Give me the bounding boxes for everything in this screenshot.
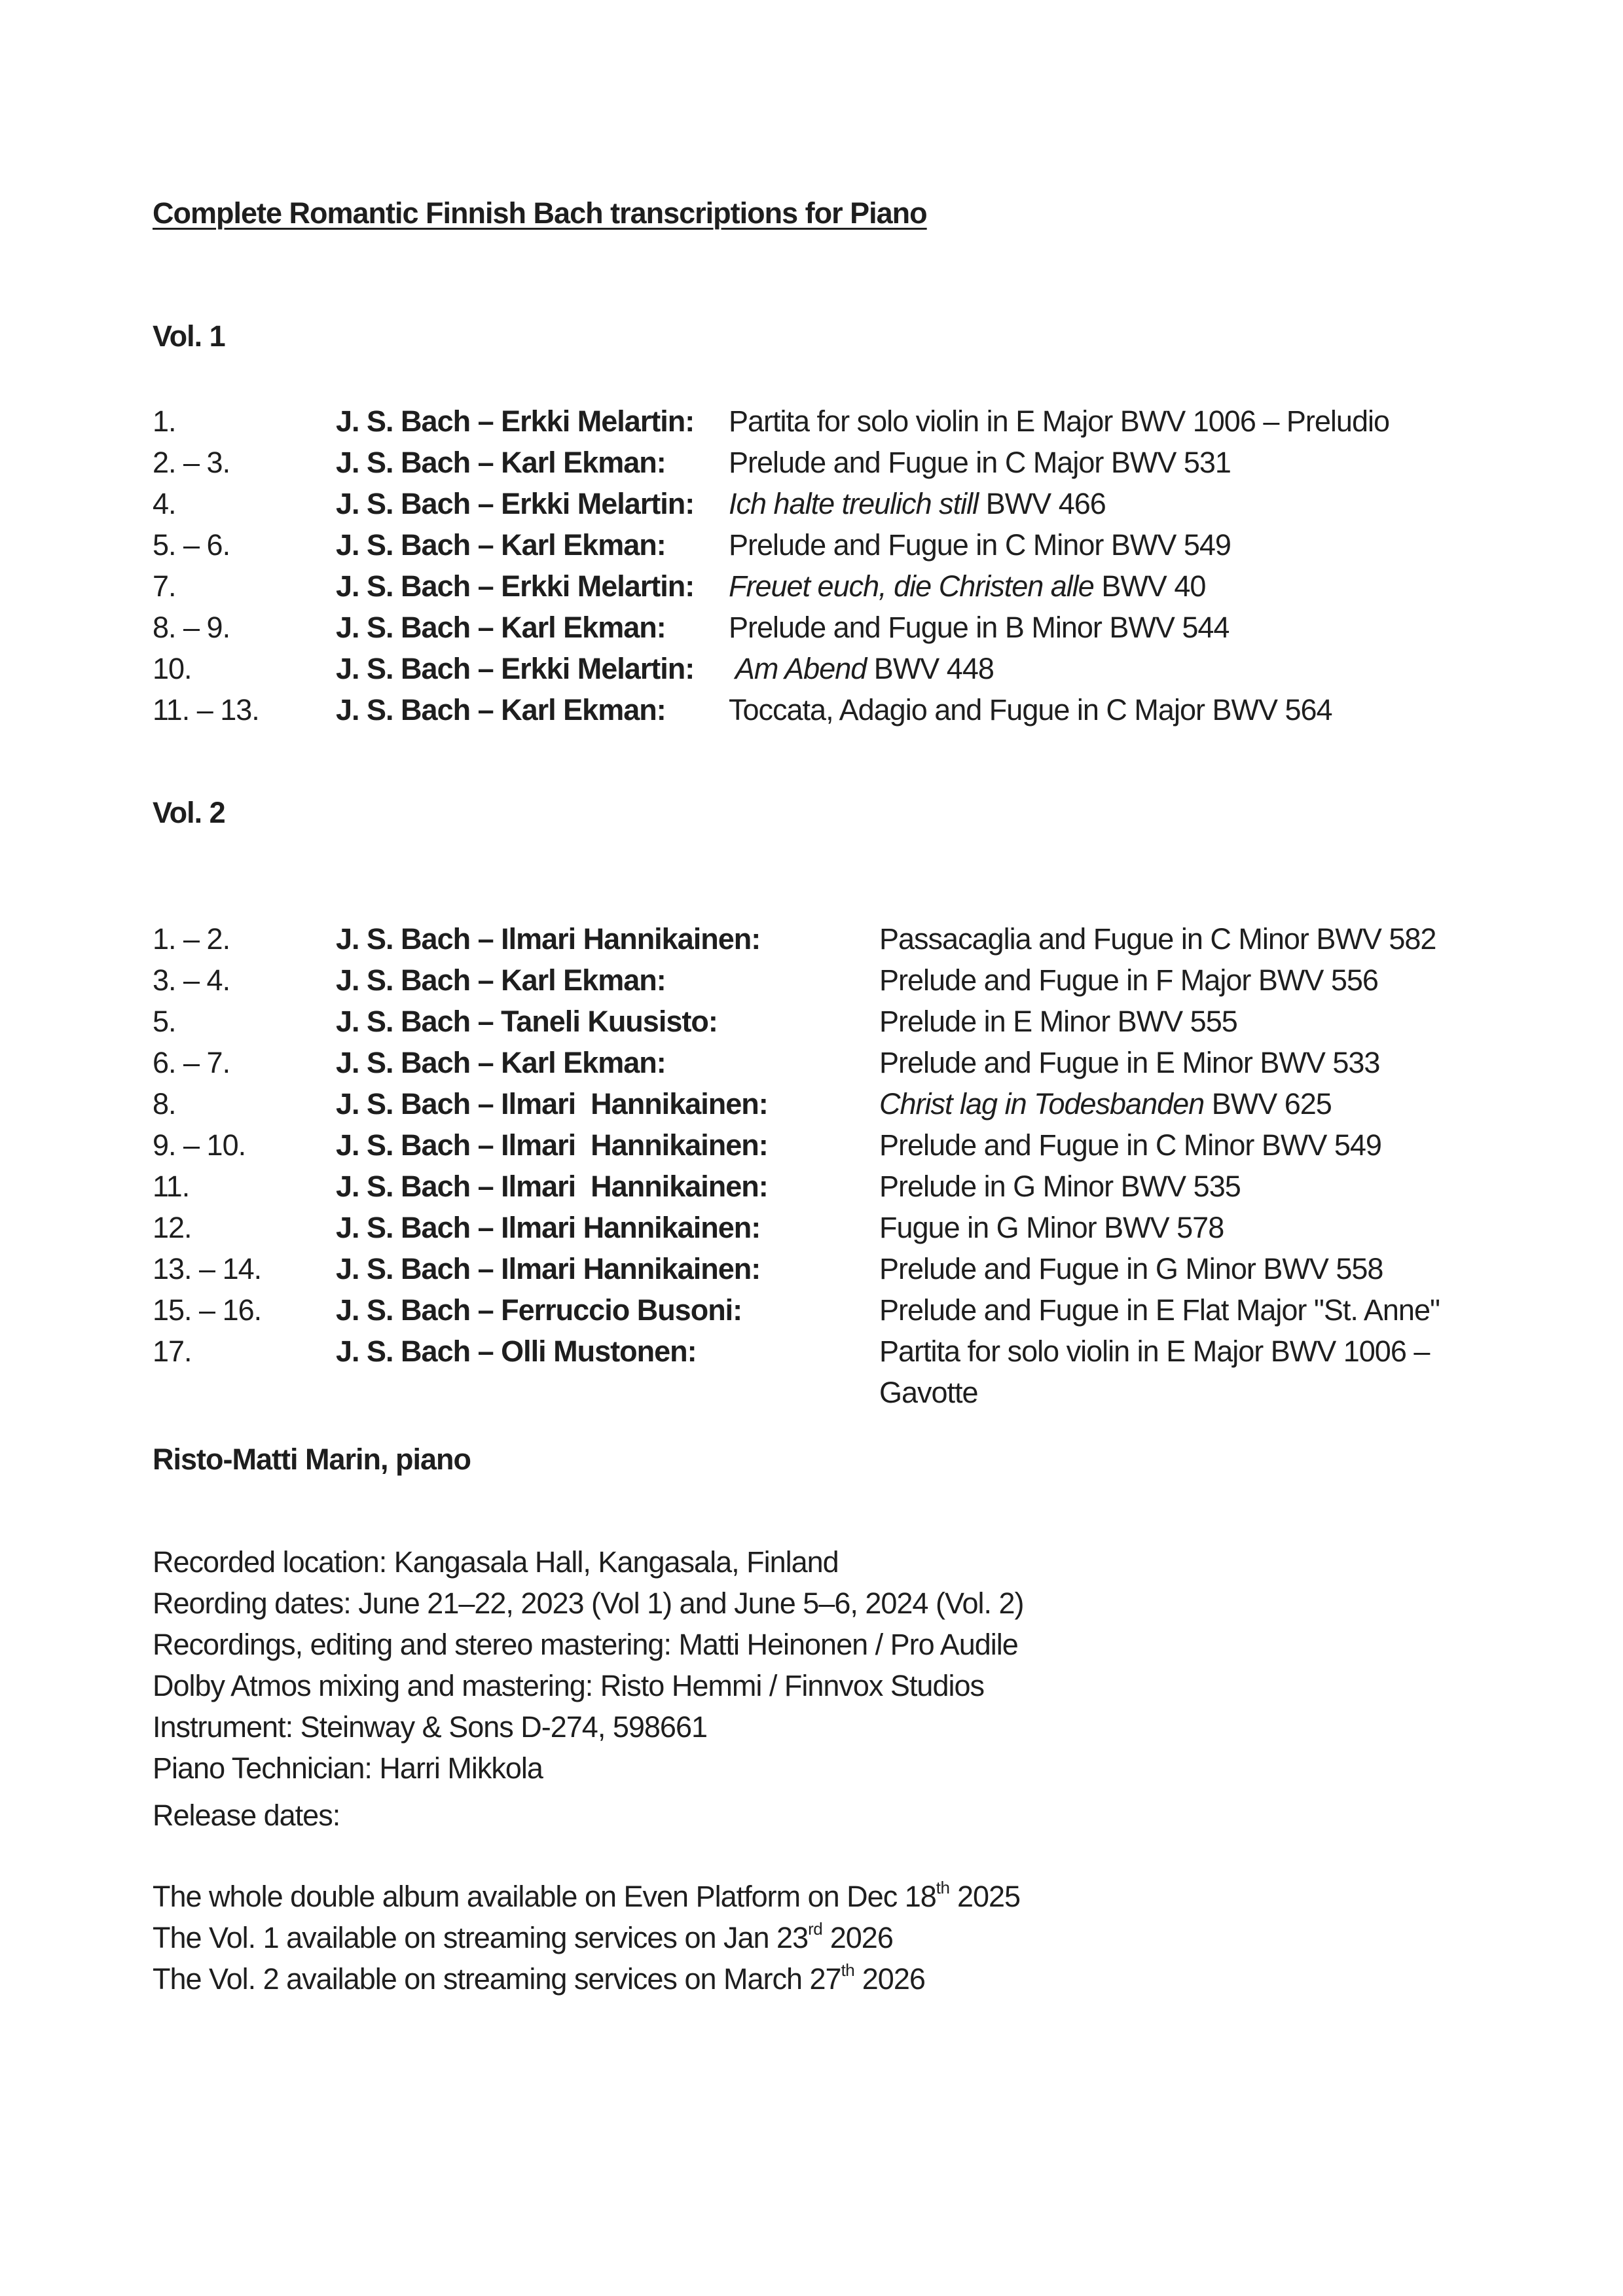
- track-row: [153, 1124, 1440, 1166]
- credits-block: [153, 1541, 1024, 1789]
- track-title: [879, 1001, 1440, 1042]
- track-row: [153, 1166, 1440, 1207]
- track-number: 9. – 10.: [153, 1128, 246, 1162]
- track-title: [879, 1248, 1440, 1289]
- track-title-italic-part: Ich halte treulich still: [729, 487, 979, 520]
- track-title-text: Passacaglia and Fugue in C Minor BWV 582: [879, 922, 1436, 956]
- track-number: 1. – 2.: [153, 922, 230, 956]
- track-arranger: J. S. Bach – Ilmari Hannikainen:: [336, 1087, 768, 1121]
- track-arranger: J. S. Bach – Karl Ekman:: [336, 1046, 666, 1079]
- track-title: [879, 1207, 1440, 1248]
- performer-line: Risto-Matti Marin, piano: [153, 1443, 471, 1476]
- track-title-text: Prelude in G Minor BWV 535: [879, 1170, 1241, 1203]
- track-title: [729, 648, 1389, 689]
- track-row: [153, 960, 1440, 1001]
- track-number: 5. – 6.: [153, 528, 230, 562]
- release-dates-heading: Release dates:: [153, 1799, 340, 1832]
- document-title: Complete Romantic Finnish Bach transcriptions for Piano: [153, 196, 927, 230]
- track-arranger: J. S. Bach – Ferruccio Busoni:: [336, 1293, 742, 1327]
- track-arranger: J. S. Bach – Erkki Melartin:: [336, 652, 695, 685]
- track-number: 15. – 16.: [153, 1293, 262, 1327]
- track-row: [153, 1207, 1440, 1248]
- track-title: [729, 442, 1389, 483]
- track-title-line2: Gavotte: [879, 1376, 978, 1409]
- track-number: 1.: [153, 404, 176, 438]
- track-row: [153, 483, 1389, 524]
- track-arranger: J. S. Bach – Ilmari Hannikainen:: [336, 1128, 768, 1162]
- track-arranger: J. S. Bach – Ilmari Hannikainen:: [336, 922, 761, 956]
- track-title-text: Prelude and Fugue in G Minor BWV 558: [879, 1252, 1383, 1285]
- track-row: [153, 524, 1389, 565]
- release-date-line-vol1: [153, 1917, 1020, 1958]
- track-title: [729, 524, 1389, 565]
- track-number: 6. – 7.: [153, 1046, 230, 1079]
- track-arranger: J. S. Bach – Karl Ekman:: [336, 693, 666, 726]
- track-title-text: Prelude and Fugue in C Major BWV 531: [729, 446, 1231, 479]
- track-arranger: J. S. Bach – Erkki Melartin:: [336, 569, 695, 603]
- release-date-line-vol2: [153, 1958, 1020, 2000]
- track-number: 12.: [153, 1211, 192, 1244]
- track-title-text: Prelude and Fugue in F Major BWV 556: [879, 963, 1378, 997]
- track-title-text: Prelude and Fugue in E Minor BWV 533: [879, 1046, 1380, 1079]
- track-row: [153, 648, 1389, 689]
- track-row: [153, 565, 1389, 607]
- track-title-text: Prelude and Fugue in B Minor BWV 544: [729, 611, 1230, 644]
- track-row: [153, 1083, 1440, 1124]
- release-date-year: 2025: [949, 1880, 1021, 1913]
- track-title-text: Toccata, Adagio and Fugue in C Major BWV 564: [729, 693, 1332, 726]
- release-date-year: 2026: [854, 1962, 925, 1996]
- track-row: [153, 1001, 1440, 1042]
- track-title-text: BWV 448: [866, 652, 994, 685]
- track-row: [153, 1331, 1440, 1413]
- track-number: 8. – 9.: [153, 611, 230, 644]
- vol2-track-list: [153, 918, 1440, 1413]
- track-number: 7.: [153, 569, 176, 603]
- track-title: [879, 1083, 1440, 1124]
- track-title: [879, 918, 1440, 960]
- track-title-text: BWV 466: [978, 487, 1106, 520]
- track-title-italic-part: Am Abend: [729, 652, 867, 685]
- release-date-text: The whole double album available on Even Platform on Dec 18: [153, 1880, 936, 1913]
- track-title-italic-part: Freuet euch, die Christen alle: [729, 569, 1094, 603]
- track-title: [879, 1289, 1440, 1331]
- track-number: 11. – 13.: [153, 693, 259, 726]
- track-arranger: J. S. Bach – Karl Ekman:: [336, 963, 666, 997]
- track-number: 10.: [153, 652, 192, 685]
- track-arranger: J. S. Bach – Taneli Kuusisto:: [336, 1005, 718, 1038]
- track-row: [153, 1289, 1440, 1331]
- track-arranger: J. S. Bach – Erkki Melartin:: [336, 487, 695, 520]
- track-title: [729, 401, 1389, 442]
- track-title-text: Partita for solo violin in E Major BWV 1006 – Preludio: [729, 404, 1389, 438]
- ordinal-suffix: rd: [808, 1919, 823, 1939]
- credit-line-stereo-mastering: Recordings, editing and stereo mastering: Matti Heinonen / Pro Audile: [153, 1628, 1018, 1661]
- track-title-text: Partita for solo violin in E Major BWV 1006 –: [879, 1335, 1430, 1368]
- ordinal-suffix: th: [841, 1960, 855, 1980]
- track-row: [153, 689, 1389, 730]
- track-arranger: J. S. Bach – Karl Ekman:: [336, 528, 666, 562]
- track-title: [879, 1331, 1440, 1413]
- track-arranger: J. S. Bach – Karl Ekman:: [336, 446, 666, 479]
- vol2-heading: Vol. 2: [153, 796, 225, 829]
- track-title: [879, 1042, 1440, 1083]
- track-title: [729, 483, 1389, 524]
- track-number: 13. – 14.: [153, 1252, 262, 1285]
- credit-line-instrument: Instrument: Steinway & Sons D-274, 598661: [153, 1710, 708, 1744]
- track-arranger: J. S. Bach – Olli Mustonen:: [336, 1335, 697, 1368]
- track-arranger: J. S. Bach – Ilmari Hannikainen:: [336, 1211, 761, 1244]
- track-arranger: J. S. Bach – Ilmari Hannikainen:: [336, 1170, 768, 1203]
- track-number: 3. – 4.: [153, 963, 230, 997]
- track-row: [153, 607, 1389, 648]
- credit-line-atmos-mastering: Dolby Atmos mixing and mastering: Risto Hemmi / Finnvox Studios: [153, 1669, 984, 1702]
- ordinal-suffix: th: [936, 1878, 950, 1897]
- track-row: [153, 918, 1440, 960]
- vol1-track-list: [153, 401, 1389, 730]
- release-date-text: The Vol. 2 available on streaming services on March 27: [153, 1962, 841, 1996]
- track-title-italic-part: Christ lag in Todesbanden: [879, 1087, 1205, 1121]
- track-title-text: Prelude in E Minor BWV 555: [879, 1005, 1237, 1038]
- release-date-text: The Vol. 1 available on streaming services on Jan 23: [153, 1921, 809, 1954]
- track-row: [153, 1042, 1440, 1083]
- track-title: [879, 1124, 1440, 1166]
- credit-line-piano-technician: Piano Technician: Harri Mikkola: [153, 1751, 543, 1785]
- track-title-text: Prelude and Fugue in C Minor BWV 549: [879, 1128, 1381, 1162]
- track-arranger: J. S. Bach – Erkki Melartin:: [336, 404, 695, 438]
- vol1-heading: Vol. 1: [153, 319, 225, 353]
- track-number: 4.: [153, 487, 176, 520]
- track-title-text: BWV 625: [1204, 1087, 1332, 1121]
- track-title-text: Fugue in G Minor BWV 578: [879, 1211, 1224, 1244]
- track-number: 17.: [153, 1335, 192, 1368]
- track-number: 11.: [153, 1170, 190, 1203]
- track-title: [729, 565, 1389, 607]
- track-row: [153, 401, 1389, 442]
- track-row: [153, 1248, 1440, 1289]
- release-dates-list: [153, 1876, 1020, 2000]
- credit-line-recorded-location: Recorded location: Kangasala Hall, Kangasala, Finland: [153, 1545, 839, 1579]
- track-title-text: Prelude and Fugue in C Minor BWV 549: [729, 528, 1231, 562]
- release-date-line-album: [153, 1876, 1020, 1917]
- track-title-text: BWV 40: [1093, 569, 1206, 603]
- track-number: 5.: [153, 1005, 176, 1038]
- release-date-year: 2026: [822, 1921, 893, 1954]
- track-title-text: Prelude and Fugue in E Flat Major "St. Anne": [879, 1293, 1440, 1327]
- track-title: [879, 960, 1440, 1001]
- track-row: [153, 442, 1389, 483]
- track-number: 2. – 3.: [153, 446, 230, 479]
- track-title: [729, 689, 1389, 730]
- track-title: [879, 1166, 1440, 1207]
- track-title: [729, 607, 1389, 648]
- track-number: 8.: [153, 1087, 176, 1121]
- credit-line-recording-dates: Reording dates: June 21–22, 2023 (Vol 1) and June 5–6, 2024 (Vol. 2): [153, 1587, 1024, 1620]
- track-arranger: J. S. Bach – Ilmari Hannikainen:: [336, 1252, 761, 1285]
- track-arranger: J. S. Bach – Karl Ekman:: [336, 611, 666, 644]
